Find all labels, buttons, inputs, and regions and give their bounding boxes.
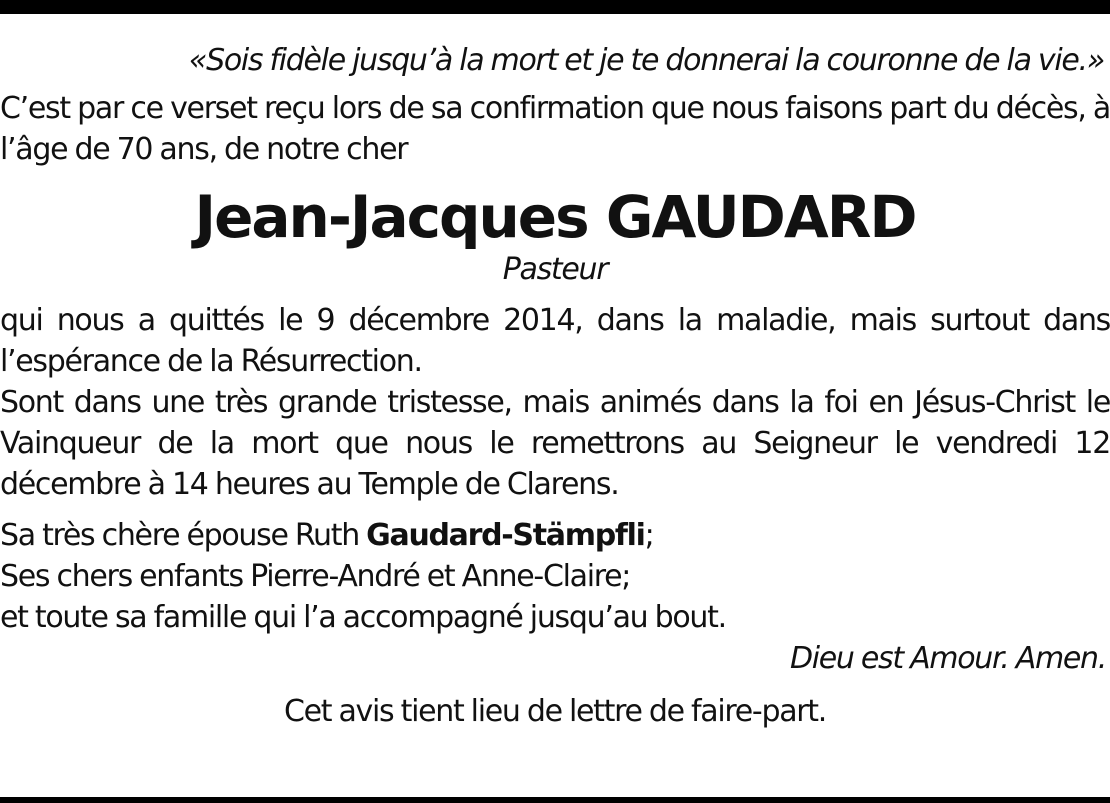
spouse-suffix: ; bbox=[644, 518, 654, 553]
footer-note: Cet avis tient lieu de lettre de faire-part. bbox=[283, 694, 827, 729]
closing-line: Dieu est Amour. Amen. bbox=[789, 641, 1106, 676]
spouse-name: Gaudard-Stämpfli bbox=[366, 518, 645, 553]
service-paragraph: Sont dans une très grande tristesse, mais animés dans la foi en Jésus-Christ le Vainqueur de la mort que nous le remettrons au Seigneur le vendredi 12 décembre à 14 heures au Temple de Clarens. bbox=[0, 385, 1110, 502]
spouse-prefix: Sa très chère épouse Ruth bbox=[0, 518, 367, 553]
family-spouse-line bbox=[0, 515, 1110, 556]
passing-paragraph: qui nous a quittés le 9 décembre 2014, dans la maladie, mais surtout dans l’espérance de la Résurrection. bbox=[0, 303, 1110, 379]
top-border bbox=[0, 0, 1110, 14]
family-others-line: et toute sa famille qui l’a accompagné jusqu’au bout. bbox=[0, 600, 726, 635]
bottom-border bbox=[0, 797, 1110, 803]
obituary-notice bbox=[0, 34, 1110, 732]
bible-verse: «Sois fidèle jusqu’à la mort et je te donnerai la couronne de la vie.» bbox=[188, 43, 1104, 78]
deceased-name: Jean-Jacques GAUDARD bbox=[194, 183, 916, 251]
deceased-title: Pasteur bbox=[502, 252, 608, 287]
intro-paragraph: C’est par ce verset reçu lors de sa confirmation que nous faisons part du décès, à l’âge de 70 ans, de notre cher bbox=[0, 91, 1110, 167]
spacer bbox=[0, 505, 1110, 515]
family-children-line: Ses chers enfants Pierre-André et Anne-Claire; bbox=[0, 559, 631, 594]
